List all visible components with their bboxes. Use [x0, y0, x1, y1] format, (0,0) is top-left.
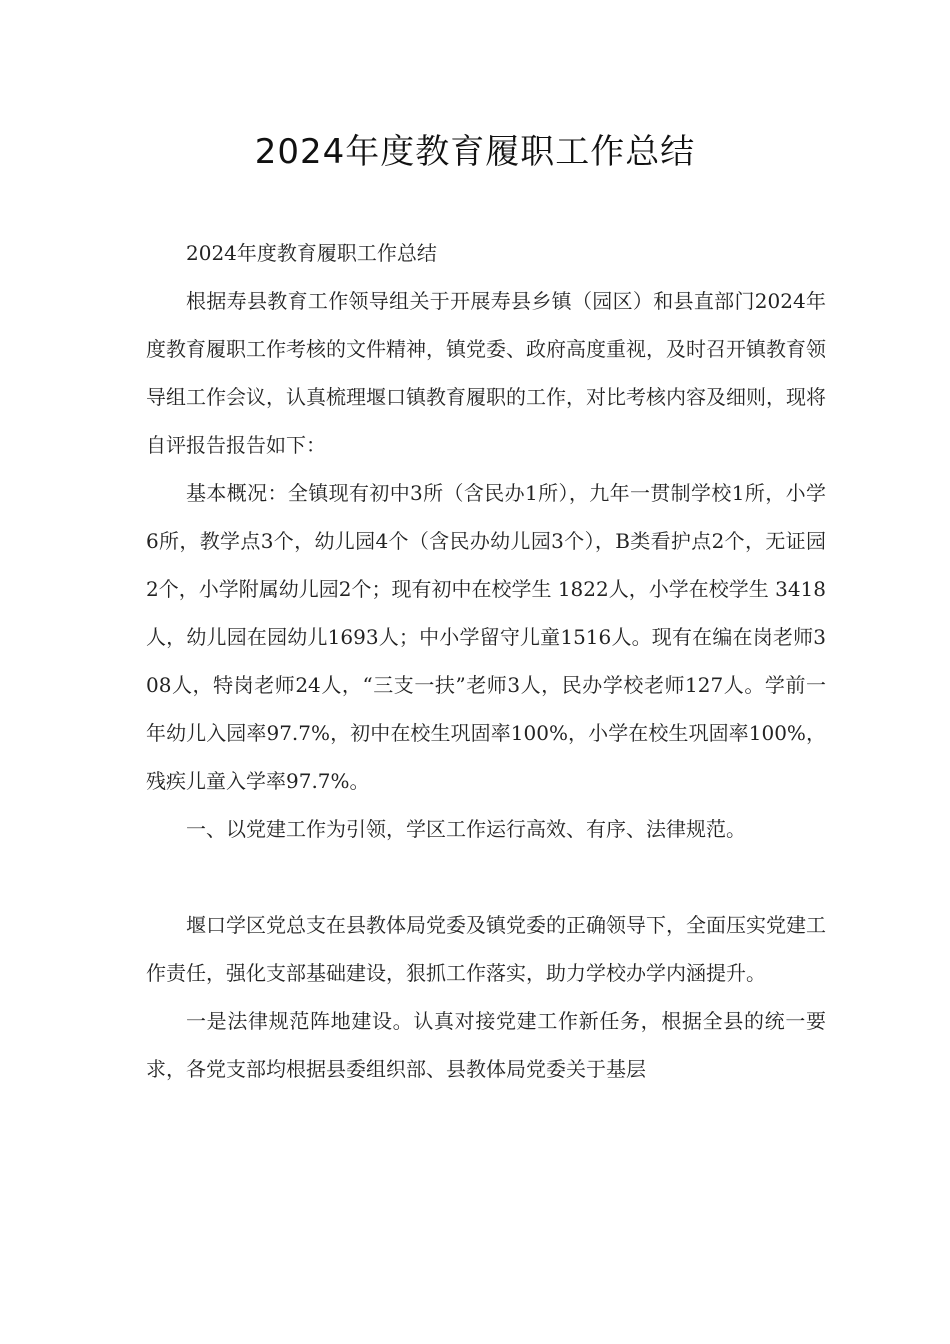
paragraph-subtitle: 2024年度教育履职工作总结: [186, 241, 437, 265]
paragraph-overview: 基本概况：全镇现有初中3所（含民办1所），九年一贯制学校1所，小学6所，教学点3个，幼儿园4个（含民办幼儿园3个），B类看护点2个，无证园2个，小学附属幼儿园2个；现有初中在校学生 1822人，小学在校学生 3418 人，幼儿园在园幼儿1693人；中小学留守儿童1516人。现有在编在岗老师308人，特岗老师24人，“三支一扶”老师3人，民办学校老师127人。学前一年幼儿入园率97.7%，初中在校生巩固率100%，小学在校生巩固率100%，残疾儿童入学率97.7%。: [146, 481, 826, 793]
section-heading-1: 一、以党建工作为引领，学区工作运行高效、有序、法律规范。: [186, 817, 746, 841]
paragraph-position-building: 一是法律规范阵地建设。认真对接党建工作新任务，根据全县的统一要求，各党支部均根据县委组织部、县教体局党委关于基层: [146, 1009, 826, 1081]
paragraph-gap: [146, 853, 826, 901]
document-title: 2024年度教育履职工作总结: [254, 132, 696, 172]
document-body: [146, 229, 826, 1093]
paragraph-party-building: 堰口学区党总支在县教体局党委及镇党委的正确领导下，全面压实党建工作责任，强化支部基础建设，狠抓工作落实，助力学校办学内涵提升。: [146, 913, 826, 985]
paragraph-intro: 根据寿县教育工作领导组关于开展寿县乡镇（园区）和县直部门2024年度教育履职工作考核的文件精神，镇党委、政府高度重视，及时召开镇教育领导组工作会议，认真梳理堰口镇教育履职的工作，对比考核内容及细则，现将自评报告报告如下：: [146, 289, 826, 457]
